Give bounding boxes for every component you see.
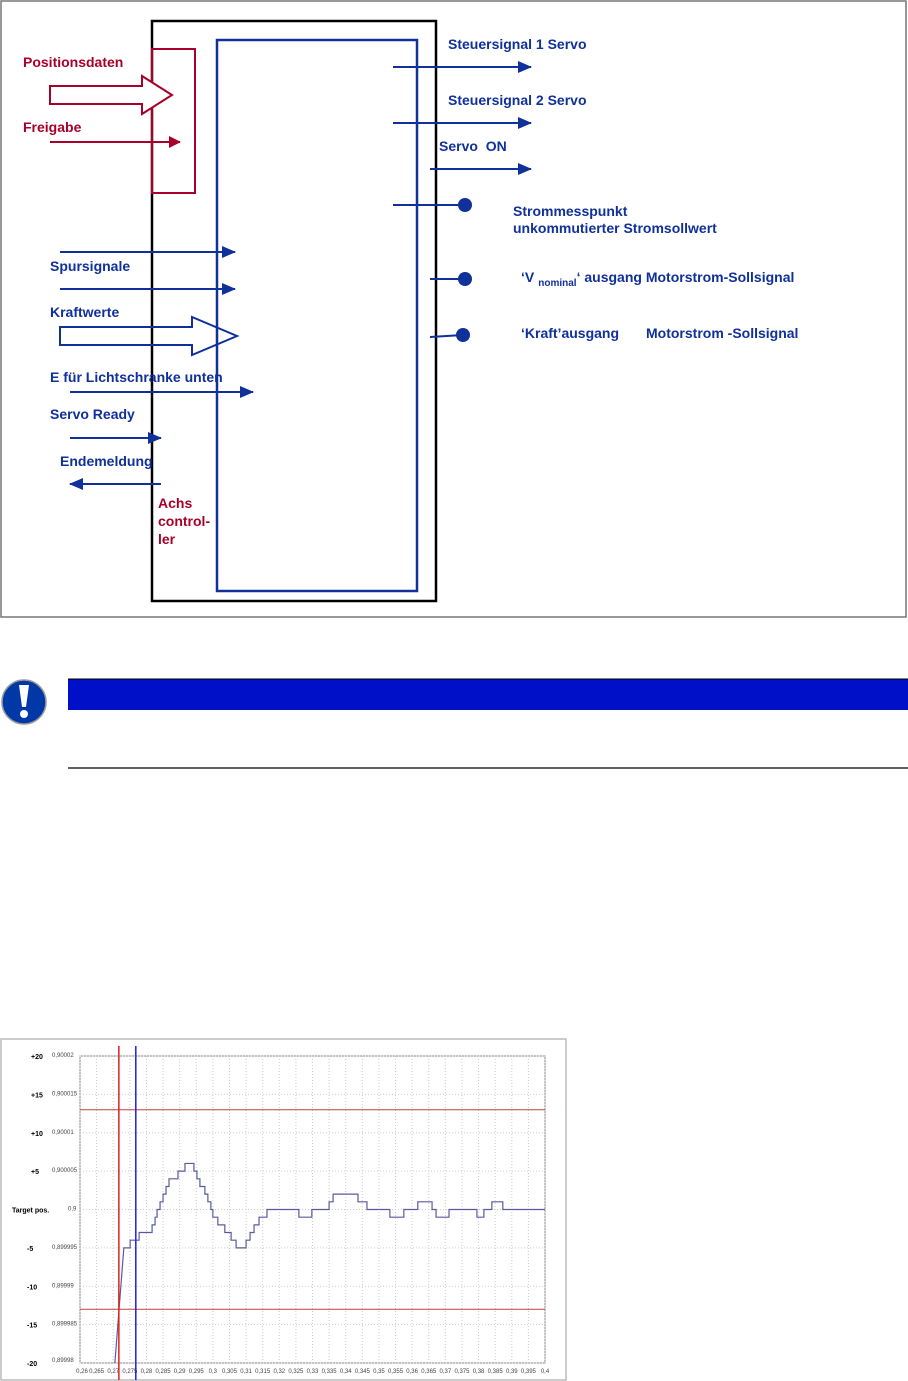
x-tick-label: 0,285 — [155, 1369, 171, 1375]
label-steuersignal-2: Steuersignal 2 Servo — [448, 92, 587, 108]
note-header-bar — [68, 679, 908, 710]
x-tick-label: 0,385 — [487, 1369, 503, 1375]
inner-block — [217, 40, 417, 591]
position-chart — [1, 1039, 566, 1380]
label-freigabe: Freigabe — [23, 119, 82, 135]
exclamation-circle-icon — [2, 680, 46, 724]
x-tick-label: 0,26 — [76, 1369, 88, 1375]
label-servo-ready: Servo Ready — [50, 406, 135, 422]
label-vnominal — [521, 269, 794, 289]
x-tick-label: 0,31 — [240, 1369, 252, 1375]
x-tick-label: 0,37 — [439, 1369, 452, 1375]
y-tick-value: 0,89999 — [52, 1283, 74, 1290]
y-tick-value: 0,90002 — [52, 1053, 74, 1059]
y-tick-value: 0,90001 — [52, 1129, 74, 1136]
x-tick-label: 0,4 — [540, 1369, 550, 1375]
note-box — [2, 679, 908, 768]
y-label-left: Target pos. — [12, 1207, 50, 1215]
x-tick-label: 0,365 — [421, 1369, 437, 1375]
y-tick-value: 0,900015 — [52, 1091, 78, 1098]
x-tick-label: 0,35 — [373, 1369, 385, 1375]
label-controller-3: ler — [158, 531, 176, 547]
label-kraft-sollsignal: Motorstrom -Sollsignal — [646, 325, 799, 341]
x-tick-label: 0,335 — [321, 1369, 337, 1375]
y-label-left: -20 — [27, 1361, 38, 1368]
x-tick-label: 0,275 — [122, 1369, 138, 1375]
block-diagram — [1, 1, 906, 617]
x-tick-label: 0,395 — [520, 1369, 536, 1375]
y-tick-value: 0,899995 — [52, 1244, 78, 1251]
label-kraftwerte: Kraftwerte — [50, 304, 120, 320]
x-tick-label: 0,36 — [406, 1369, 418, 1375]
label-steuersignal-1: Steuersignal 1 Servo — [448, 36, 587, 52]
label-controller-1: Achs — [158, 495, 193, 511]
label-stromsollwert: unkommutierter Stromsollwert — [513, 220, 717, 236]
x-tick-label: 0,345 — [354, 1369, 370, 1375]
hollow-arrow-positionsdaten — [50, 76, 172, 114]
label-controller-2: control- — [158, 513, 211, 529]
label-endemeldung: Endemeldung — [60, 453, 153, 469]
hollow-arrow-kraftwerte — [60, 317, 237, 355]
x-tick-label: 0,305 — [221, 1369, 237, 1375]
x-tick-label: 0,39 — [505, 1369, 518, 1375]
x-tick-label: 0,38 — [472, 1369, 485, 1375]
x-tick-label: 0,315 — [255, 1369, 271, 1375]
x-tick-label: 0,325 — [288, 1369, 304, 1375]
x-tick-label: 0,295 — [188, 1369, 204, 1375]
y-tick-value: 0,900005 — [52, 1168, 78, 1175]
x-tick-label: 0,33 — [306, 1369, 319, 1375]
y-tick-value: 0,899985 — [52, 1321, 78, 1328]
x-tick-label: 0,28 — [140, 1369, 153, 1375]
label-spursignale: Spursignale — [50, 258, 131, 274]
y-label-left: +15 — [31, 1092, 43, 1100]
x-tick-label: 0,3 — [208, 1369, 218, 1375]
y-label-left: -15 — [27, 1322, 38, 1330]
x-tick-label: 0,27 — [107, 1369, 120, 1375]
measure-point-strom — [458, 198, 472, 212]
y-tick-value: 0,89998 — [52, 1358, 74, 1364]
label-positionsdaten: Positionsdaten — [23, 54, 124, 70]
label-lichtschranke: E für Lichtschranke unten — [50, 369, 223, 385]
label-servo-on: Servo ON — [439, 138, 507, 154]
x-tick-label: 0,355 — [388, 1369, 404, 1375]
y-label-left: +10 — [31, 1130, 43, 1138]
y-label-left: +20 — [31, 1054, 43, 1061]
vnominal-v: ‘V — [521, 269, 535, 285]
x-tick-label: 0,375 — [454, 1369, 470, 1375]
vnominal-sub: nominal — [538, 278, 577, 289]
measure-point-vnominal — [458, 272, 472, 286]
x-tick-label: 0,32 — [273, 1369, 286, 1375]
y-label-left: +5 — [31, 1169, 39, 1177]
y-label-left: -10 — [27, 1284, 38, 1292]
vnominal-rest: ‘ ausgang Motorstrom-Sollsignal — [576, 269, 795, 285]
x-tick-label: 0,34 — [339, 1369, 352, 1375]
y-tick-value: 0,9 — [68, 1206, 77, 1213]
label-strommesspunkt: Strommesspunkt — [513, 203, 628, 219]
x-tick-label: 0,29 — [173, 1369, 186, 1375]
x-tick-label: 0,265 — [89, 1369, 105, 1375]
label-kraftausgang: ‘Kraft’ausgang — [521, 325, 620, 341]
measure-point-kraft — [456, 328, 470, 342]
y-label-left: -5 — [27, 1245, 34, 1253]
position-input-block — [152, 49, 195, 193]
